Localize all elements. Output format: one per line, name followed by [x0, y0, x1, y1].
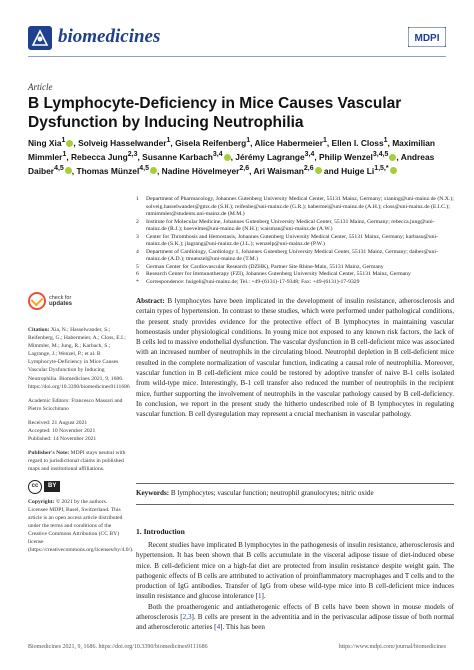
- author-affiliation-marker: 3,4,5: [372, 150, 389, 158]
- reference-link[interactable]: 4: [216, 623, 221, 632]
- keywords-label: Keywords:: [136, 489, 170, 497]
- author-affiliation-marker: 1: [166, 137, 171, 144]
- check-updates-icon: [28, 292, 46, 310]
- author-affiliation-marker: 1: [383, 137, 388, 144]
- affiliation-text: Center for Thrombosis and Hemostasis, Johannes Gutenberg University Medical Center, 55131 Mainz, Germany; karbasu@uni-mainz.de (S.K.); jlagrang@uni-mainz.de (J.L.); wenzelp@uni-mainz.de (P.W.): [146, 233, 438, 247]
- affiliation-text: Research Center for Immunotherapy (FZI), Johannes Gutenberg University Medical Center, 55131 Mainz, Germany: [146, 271, 411, 277]
- dates: [28, 419, 128, 443]
- author-name: Rebecca Jung: [71, 151, 128, 162]
- affiliation-item: [136, 196, 454, 219]
- article-type: Article: [28, 82, 53, 92]
- author-affiliation-marker: 1: [62, 150, 67, 158]
- by-icon: BY: [44, 481, 60, 491]
- affiliation-item: [136, 234, 454, 249]
- abstract-text: B lymphocytes have been implicated in the development of insulin resistance, atherosclerosis and certain types of hypertension. In contrast to these studies, which were performed under pathological conditions, the present study provides evidence for the protective effect of B lymphocytes in maintaining vascular homeostasis under physiological conditions. In young mice not exposed to any known risk factors, the lack of B cells led to massive endothelial dysfunction. The vascular dysfunction in B cell-deficient mice was associated with an increased number of neutrophils in the circulating blood. Neutrophil depletion in B cell-deficient mice resulted in the complete normalization of vascular function, indicating a causal role of neutrophilia. Moreover, vascular function in B cell-deficient mice could be restored by adoptive transfer of naive B-1 cells isolated from wild-type mice. Interestingly, B-1 cell transfer also reduced the number of neutrophils in the recipient mice, further supporting the involvement of neutrophils in the vascular pathology caused by B cell-deficiency. In conclusion, we report in the present study the hitherto undescribed role of B lymphocytes in regulating vascular function. B cell dysregulation may represent a crucial mechanism in vascular pathology.: [136, 297, 455, 419]
- keywords: [136, 488, 454, 498]
- affiliation-number: 4: [136, 248, 139, 255]
- author-name: Philip Wenzel: [319, 151, 373, 162]
- affiliation-item: [136, 271, 454, 279]
- article-title: B Lymphocyte-Deficiency in Mice Causes Vascular Dysfunction by Inducing Neutrophilia: [28, 95, 402, 131]
- author-name: Huige Li: [341, 165, 375, 176]
- journal-name: biomedicines: [58, 26, 161, 47]
- orcid-icon[interactable]: [224, 154, 231, 161]
- check-for-updates-button[interactable]: [28, 290, 88, 312]
- author-name: Susanne Karbach: [142, 151, 213, 162]
- author-affiliation-marker: 2,3: [127, 150, 138, 158]
- author-affiliation-marker: 1,5,*: [374, 164, 389, 172]
- affiliation-text: Correspondence: huigeli@uni-mainz.de; Tel.: +49-(6131)-17-9348; Fax: +49-(6131)-17-9329: [146, 278, 360, 285]
- introduction-body: [136, 540, 454, 633]
- author-affiliation-marker: 4,5: [54, 164, 64, 172]
- publisher-name: MDPI: [414, 33, 440, 44]
- reference-link[interactable]: 1: [257, 592, 262, 601]
- section-heading-introduction: 1. Introduction: [136, 527, 185, 536]
- affiliations: [136, 196, 454, 286]
- header-divider: [28, 56, 446, 57]
- author-name: Ari Waisman: [253, 165, 304, 176]
- author-affiliation-marker: 3,4: [212, 150, 223, 158]
- author-affiliation-marker: 2,6: [303, 164, 314, 172]
- orcid-icon[interactable]: [150, 167, 157, 174]
- cc-icon: cc: [28, 480, 42, 494]
- author-name: Andreas Daiber: [28, 151, 435, 176]
- affiliation-item: [136, 249, 454, 264]
- author-name: Ellen I. Closs: [331, 137, 384, 148]
- author-name: Maximilian Mimmler: [28, 137, 436, 162]
- author-name: Thomas Münzel: [76, 165, 140, 176]
- author-name: Alice Habermeier: [254, 137, 323, 148]
- orcid-icon[interactable]: [315, 167, 322, 174]
- affiliation-text: German Center for Cardiovascular Research (DZHK), Partner Site Rhine-Main, 55131 Mainz, Germany: [146, 263, 384, 270]
- affiliation-item: [136, 264, 454, 272]
- footer-citation: Biomedicines 2021, 9, 1686. https://doi.org/10.3390/biomedicines9111686: [28, 644, 208, 650]
- affiliation-number: 3: [136, 233, 139, 240]
- orcid-icon[interactable]: [66, 140, 73, 147]
- author-affiliation-marker: 3,4: [304, 150, 315, 158]
- affiliation-item: [136, 219, 454, 234]
- affiliation-number: 6: [136, 271, 139, 277]
- affiliation-item: [136, 279, 454, 287]
- check-updates-label: check for updates: [49, 295, 73, 307]
- affiliation-number: 5: [136, 263, 139, 270]
- copyright: Copyright: © 2021 by the authors. Licensee MDPI, Basel, Switzerland. This article is an open access article distributed under the terms and conditions of the Creative Commons Attribution (CC BY) license (https://creativecommons.org/licenses/by/4.0/).: [28, 498, 134, 554]
- intro-paragraph: Both the proatherogenic and antiatherogenic effects of B cells have been shown in mouse models of atherosclerosis [2,3]. B cells are present in the adventitia and in the perivascular adipose tissue of both normal and atherosclerotic arteries [4]. This has been: [136, 602, 454, 632]
- orcid-icon[interactable]: [65, 167, 72, 174]
- intro-paragraph: Recent studies have implicated B lymphocytes in the pathogenesis of insulin resistance, atherosclerosis and hypertension. It has been shown that B cells accumulate in the visceral adipose tissue of diet-induced obese mice. B cell-deficient mice on a high-fat diet are protected from insulin resistance despite weight gain. The pathogenic effects of B cells are attributed to activation of proinflammatory macrophages and T cells and to the production of IgG antibodies. Transfer of IgG from obese wild-type mice into B cell-deficient mice induces insulin resistance and glucose intolerance [1].: [136, 541, 454, 601]
- published-date: Published: 14 November 2021: [28, 436, 97, 443]
- cc-by-license-icon[interactable]: [28, 480, 128, 494]
- keywords-text: B lymphocytes; vascular function; neutrophil granulocytes; nitric oxide: [170, 489, 374, 497]
- author-name: Solveig Hasselwander: [78, 137, 167, 148]
- reference-link[interactable]: 2,3: [182, 613, 192, 622]
- abstract-label: Abstract:: [136, 297, 165, 305]
- orcid-icon[interactable]: [389, 154, 396, 161]
- abstract: [136, 296, 454, 420]
- citation: Citation: Xia, N.; Hasselwander, S.; Reifenberg, G.; Habermeier, A.; Closs, E.I.; Mimmler, M.; Jung, R.; Karbach, S.; Lagrange, J.; Wenzel, P.; et al. B Lymphocyte-Deficiency in Mice Causes Vascular Dysfunction by Inducing Neutrophilia. Biomedicines 2021, 9, 1686. https://doi.org/10.3390/biomedicines9111686: [28, 327, 130, 390]
- affiliation-number: 1: [136, 196, 139, 202]
- affiliation-text: Department of Cardiology, Cardiology 1, Johannes Gutenberg University Medical Center, 55131 Mainz, Germany; daiber@uni-mainz.de (A.D.); tmuenzel@uni-mainz.de (T.M.): [146, 248, 438, 262]
- author-name: Nadine Hövelmeyer: [161, 165, 240, 176]
- author-affiliation-marker: 1: [246, 137, 251, 144]
- affiliation-number: *: [136, 278, 139, 285]
- author-list: Ning Xia$^1$ , Solveig Hasselwander$^1$, Gisela Reifenberg$^1$, Alice Habermeier$^1$, Ellen I. Closs$^1$, Maximilian Mimmler$^1$, Rebecca Jung$^{2,3}$, Susanne Karbach$^{3,4}$ , Jérémy Lagrange$^{3,4}$, Philip Wenzel$^{3,4,5}$ , Andreas Daiber$^{4,5}$ , Thomas Münzel$^{4,5}$ , Nadine Hövelmeyer$^{2,6}$, Ari Waisman$^{2,6}$ and Huige $Li^{1,5,*}$: [28, 137, 436, 176]
- affiliation-text: Institute for Molecular Medicine, Johannes Gutenberg University Medical Center, 55131 Mainz, Germany; rebecca.jung@uni-mainz.de (R.J.); hoevelme@uni-mainz.de (N.H.); waisman@uni-mainz.de (A.W.): [146, 218, 435, 232]
- keywords-divider-top: [136, 483, 454, 484]
- received-date: Received: 21 August 2021: [28, 419, 88, 426]
- accepted-date: Accepted: 10 November 2021: [28, 428, 96, 435]
- sidebar: [28, 326, 134, 560]
- journal-logo-icon: [28, 26, 52, 50]
- author-affiliation-marker: 1: [322, 137, 327, 144]
- author-name: Jérémy Lagrange: [235, 151, 305, 162]
- orcid-icon[interactable]: [390, 167, 397, 174]
- page-footer: [28, 644, 446, 650]
- author-affiliation-marker: 4,5: [139, 164, 149, 172]
- keywords-divider-bottom: [136, 504, 454, 505]
- affiliation-number: 2: [136, 218, 139, 225]
- mdpi-logo-icon: [408, 27, 446, 47]
- author-affiliation-marker: 1: [61, 137, 66, 144]
- affiliation-text: Department of Pharmacology, Johannes Gutenberg University Medical Center, 55131 Mainz, Germany; xianing@uni-mainz.de (N.X.); solveig.hasselwander@gmx.de (S.H.); reifenbe@uni-mainz.de (G.R.); habermei@uni-mainz.de (A.H.); closs@uni-mainz.de (E.I.C.); mmimmler@students.uni-mainz.de (M.M.): [146, 196, 454, 217]
- author-name: Ning Xia: [28, 137, 62, 148]
- publisher-note: Publisher's Note: MDPI stays neutral with regard to jurisdictional claims in published maps and institutional affiliations.: [28, 450, 126, 473]
- academic-editors: Academic Editors: Francesco Massari and Pietro Scicchitano: [28, 397, 123, 412]
- author-name: Gisela Reifenberg: [175, 137, 247, 148]
- footer-journal-link[interactable]: https://www.mdpi.com/journal/biomedicines: [338, 644, 446, 650]
- author-affiliation-marker: 2,6: [239, 164, 250, 172]
